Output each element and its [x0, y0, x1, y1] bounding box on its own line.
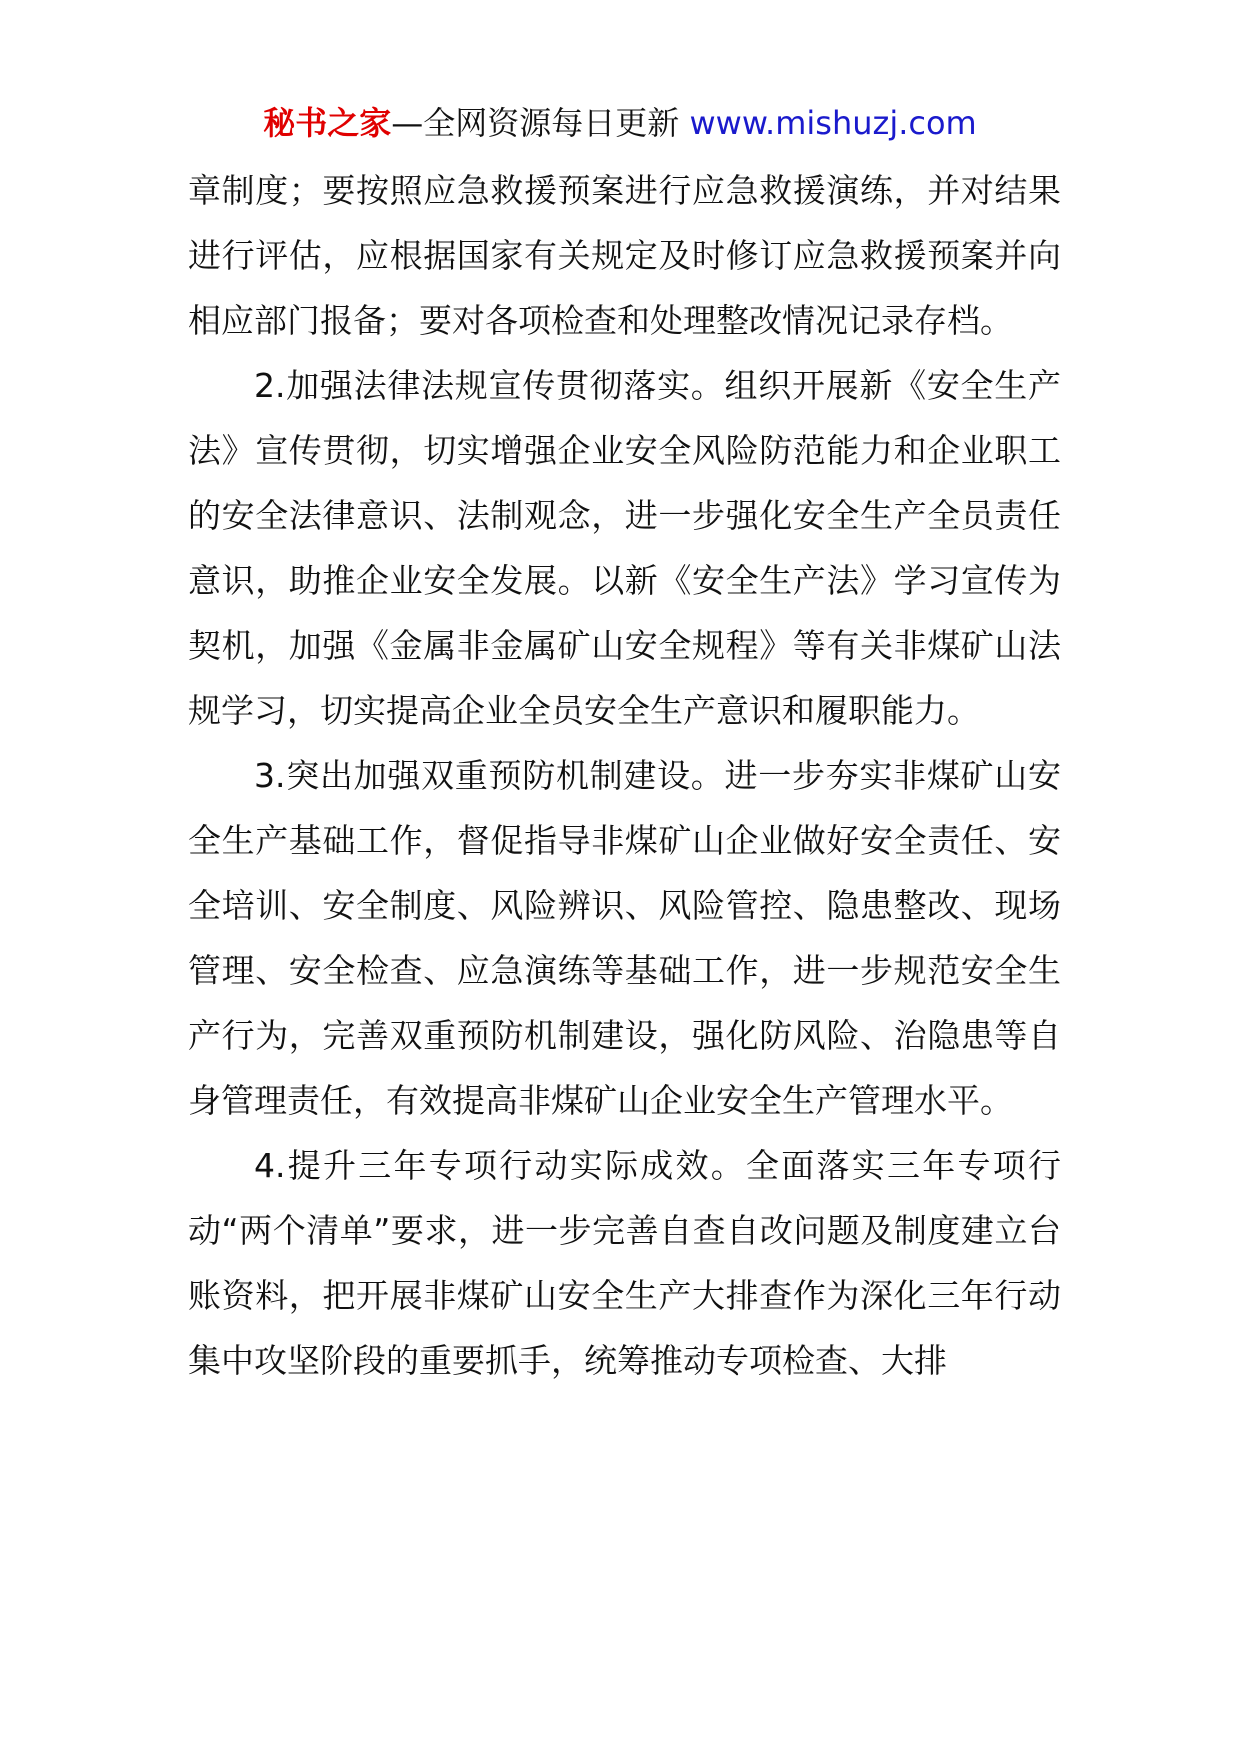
paragraph-2: 2.加强法律法规宣传贯彻落实。组织开展新《安全生产法》宣传贯彻，切实增强企业安全风险防范能力和企业职工的安全法律意识、法制观念，进一步强化安全生产全员责任意识，助推企业安全发展。以新《安全生产法》学习宣传为契机，加强《金属非金属矿山安全规程》等有关非煤矿山法规学习，切实提高企业全员安全生产意识和履职能力。	[188, 366, 1061, 730]
header-url-link[interactable]: www.mishuzj.com	[689, 104, 977, 142]
page-header	[0, 103, 1240, 143]
paragraph-3: 3.突出加强双重预防机制建设。进一步夯实非煤矿山安全生产基础工作，督促指导非煤矿山企业做好安全责任、安全培训、安全制度、风险辨识、风险管控、隐患整改、现场管理、安全检查、应急演练等基础工作，进一步规范安全生产行为，完善双重预防机制建设，强化防风险、治隐患等自身管理责任，有效提高非煤矿山企业安全生产管理水平。	[188, 756, 1061, 1120]
header-brand: 秘书之家	[263, 104, 392, 142]
paragraph-continuation: 章制度；要按照应急救援预案进行应急救援演练，并对结果进行评估，应根据国家有关规定及时修订应急救援预案并向相应部门报备；要对各项检查和处理整改情况记录存档。	[188, 171, 1061, 340]
document-body	[188, 158, 1061, 1393]
paragraph-4: 4.提升三年专项行动实际成效。全面落实三年专项行动“两个清单”要求，进一步完善自查自改问题及制度建立台账资料，把开展非煤矿山安全生产大排查作为深化三年行动集中攻坚阶段的重要抓手，统筹推动专项检查、大排	[188, 1146, 1061, 1380]
header-slogan: —全网资源每日更新	[391, 104, 680, 142]
